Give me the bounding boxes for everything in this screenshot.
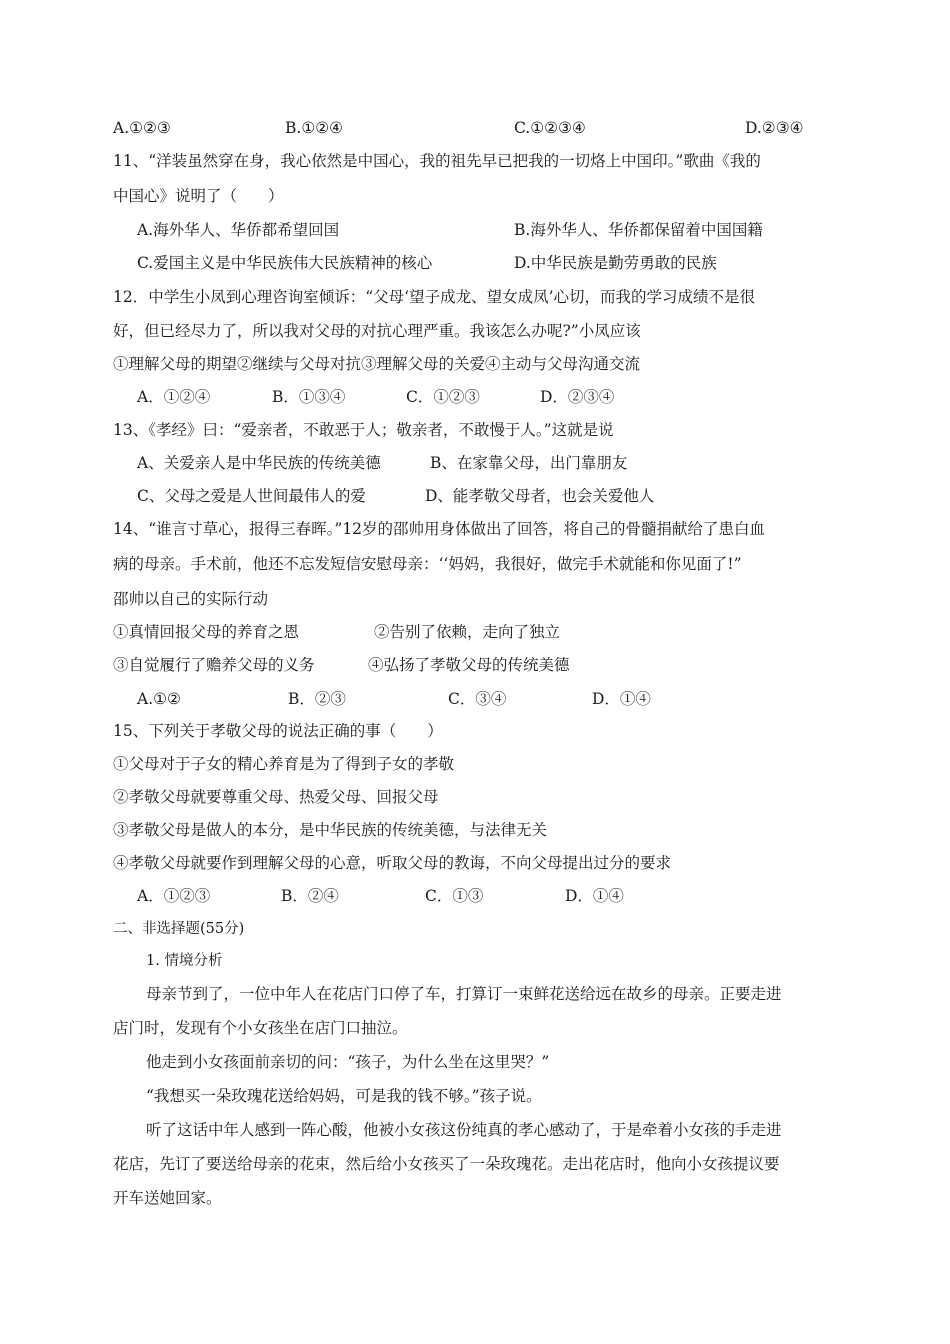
q14-statement-4: ④弘扬了孝敬父母的传统美德 <box>368 656 570 674</box>
q15-stem: 15、下列关于孝敬父母的说法正确的事（ ） <box>113 722 443 740</box>
q15-option-d: D．①④ <box>565 887 624 905</box>
q11-option-d: D.中华民族是勤劳勇敢的民族 <box>514 254 717 272</box>
q14-stem-line3: 邵帅以自己的实际行动 <box>113 590 269 608</box>
q15-statement-1: ①父母对于子女的精心养育是为了得到子女的孝敬 <box>113 755 455 773</box>
section2-sub-heading: 1. 情境分析 <box>146 953 223 969</box>
q13-option-b: B、在家靠父母，出门靠朋友 <box>430 454 628 472</box>
story-paragraph-3: “我想买一朵玫瑰花送给妈妈，可是我的钱不够。”孩子说。 <box>146 1087 542 1105</box>
q15-statement-3: ③孝敬父母是做人的本分，是中华民族的传统美德，与法律无关 <box>113 821 548 839</box>
q12-statements: ①理解父母的期望②继续与父母对抗③理解父母的关爱④主动与父母沟通交流 <box>113 355 641 373</box>
q12-option-c: C．①②③ <box>406 388 480 406</box>
q11-option-a: A.海外华人、华侨都希望回国 <box>137 221 340 239</box>
q15-option-c: C．①③ <box>425 887 484 905</box>
q14-stem-line1: 14、“谁言寸草心，报得三春晖。”12岁的邵帅用身体做出了回答，将自己的骨髓捐献给了患白血 <box>113 520 766 538</box>
q15-option-b: B．②④ <box>281 887 339 905</box>
q10-option-c: C.①②③④ <box>514 119 586 137</box>
q10-option-a: A.①②③ <box>113 119 171 137</box>
q14-statement-1: ①真情回报父母的养育之恩 <box>113 623 300 641</box>
story-paragraph-4-line2: 花店，先订了要送给母亲的花束，然后给小女孩买了一朵玫瑰花。走出花店时，他向小女孩提议要 <box>113 1155 780 1173</box>
q12-option-d: D．②③④ <box>540 388 615 406</box>
q14-stem-line2: 病的母亲。手术前，他还不忘发短信安慰母亲：‘‘妈妈，我很好，做完手术就能和你见面了!” <box>113 555 742 573</box>
q12-stem-line1: 12．中学生小凤到心理咨询室倾诉：“父母‘望子成龙、望女成凤’心切，而我的学习成绩不是很 <box>113 288 756 306</box>
q14-option-b: B．②③ <box>288 690 346 708</box>
q11-stem-line1: 11、“洋装虽然穿在身，我心依然是中国心，我的祖先早已把我的一切烙上中国印。”歌曲《我的 <box>113 152 761 170</box>
story-paragraph-2: 他走到小女孩面前亲切的问：“孩子，为什么坐在这里哭？” <box>146 1053 550 1071</box>
story-paragraph-4-line3: 开车送她回家。 <box>113 1189 222 1207</box>
q11-option-c: C.爱国主义是中华民族伟大民族精神的核心 <box>137 254 433 272</box>
q14-statement-3: ③自觉履行了赡养父母的义务 <box>113 656 315 674</box>
section2-heading: 二、非选择题(55分) <box>113 921 245 937</box>
q14-statement-2: ②告别了依赖，走向了独立 <box>374 623 561 641</box>
q11-option-b: B.海外华人、华侨都保留着中国国籍 <box>514 221 763 239</box>
q15-statement-2: ②孝敬父母就要尊重父母、热爱父母、回报父母 <box>113 788 439 806</box>
q10-option-d: D.②③④ <box>745 119 804 137</box>
q13-option-d: D、能孝敬父母者，也会关爱他人 <box>425 487 655 505</box>
q15-statement-4: ④孝敬父母就要作到理解父母的心意，听取父母的教诲，不向父母提出过分的要求 <box>113 854 672 872</box>
q13-option-a: A、关爱亲人是中华民族的传统美德 <box>137 454 381 472</box>
story-paragraph-1-line2: 店门时，发现有个小女孩坐在店门口抽泣。 <box>113 1019 408 1037</box>
q10-option-b: B.①②④ <box>285 119 344 137</box>
q14-option-a: A.①② <box>137 690 181 708</box>
q13-stem: 13、《孝经》曰：“爱亲者，不敢恶于人；敬亲者，不敢慢于人。”这就是说 <box>113 421 614 439</box>
q12-option-b: B．①③④ <box>272 388 346 406</box>
story-paragraph-4-line1: 听了这话中年人感到一阵心酸，他被小女孩这份纯真的孝心感动了，于是牵着小女孩的手走进 <box>146 1121 782 1139</box>
q12-option-a: A．①②④ <box>137 388 211 406</box>
q14-option-c: C．③④ <box>448 690 507 708</box>
q13-option-c: C、父母之爱是人世间最伟人的爱 <box>137 487 366 505</box>
story-paragraph-1-line1: 母亲节到了，一位中年人在花店门口停了车，打算订一束鲜花送给远在故乡的母亲。正要走进 <box>146 985 782 1003</box>
q11-stem-line2: 中国心》说明了（ ） <box>113 187 284 205</box>
q14-option-d: D．①④ <box>592 690 651 708</box>
q12-stem-line2: 好，但已经尽力了，所以我对父母的对抗心理严重。我该怎么办呢?”小凤应该 <box>113 322 641 340</box>
q15-option-a: A．①②③ <box>137 887 211 905</box>
